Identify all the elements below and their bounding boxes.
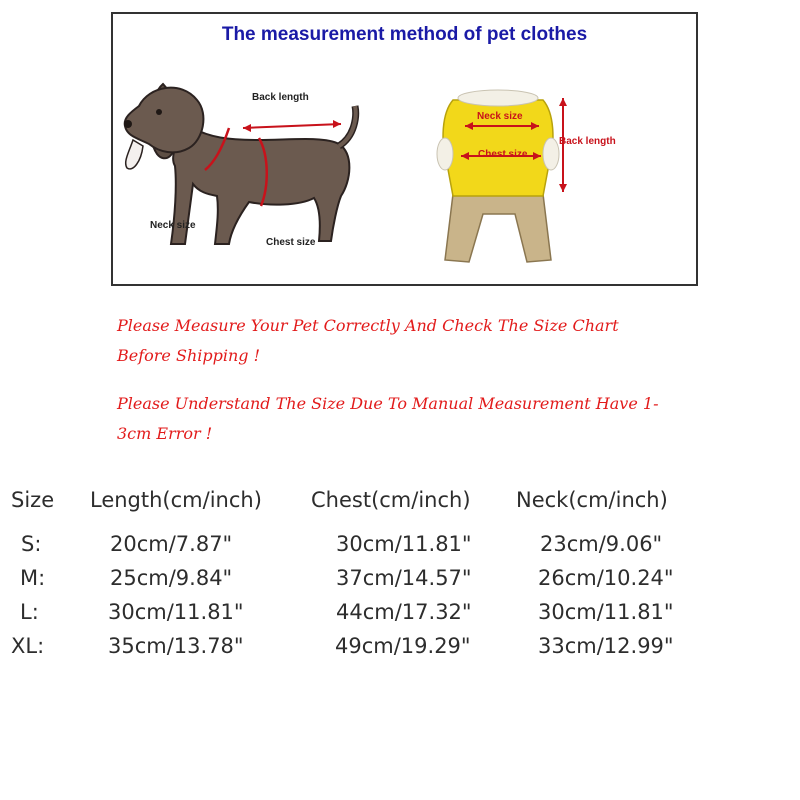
garment-neck-size-label: Neck size [477, 111, 523, 122]
dog-neck-size-label: Neck size [150, 220, 196, 231]
garment-chest-size-label: Chest size [478, 149, 528, 160]
table-cell-neck: 23cm/9.06" [540, 532, 663, 556]
table-header-length: Length(cm/inch) [90, 488, 262, 512]
garment-back-length-label: Back length [559, 136, 616, 147]
dog-illustration [119, 66, 379, 276]
table-cell-size: S: [21, 532, 42, 556]
table-cell-size: XL: [11, 634, 45, 658]
table-cell-size: M: [20, 566, 46, 590]
error-note: Please Understand The Size Due To Manual Measurement Have 1-3cm Error ! [117, 394, 659, 443]
table-cell-neck: 30cm/11.81" [538, 600, 674, 624]
table-cell-length: 35cm/13.78" [108, 634, 244, 658]
dog-chest-size-label: Chest size [266, 237, 316, 248]
table-cell-length: 30cm/11.81" [108, 600, 244, 624]
dog-back-length-label: Back length [252, 92, 309, 103]
table-cell-chest: 37cm/14.57" [336, 566, 472, 590]
table-cell-length: 20cm/7.87" [110, 532, 233, 556]
table-cell-neck: 26cm/10.24" [538, 566, 674, 590]
measurement-diagram [111, 12, 698, 286]
table-header-neck: Neck(cm/inch) [516, 488, 668, 512]
table-cell-chest: 30cm/11.81" [336, 532, 472, 556]
back-length-line [243, 124, 341, 128]
table-header-chest: Chest(cm/inch) [311, 488, 471, 512]
table-cell-length: 25cm/9.84" [110, 566, 233, 590]
table-cell-chest: 44cm/17.32" [336, 600, 472, 624]
measure-note: Please Measure Your Pet Correctly And Check The Size Chart Before Shipping ! [117, 316, 619, 365]
diagram-title: The measurement method of pet clothes [221, 24, 588, 45]
table-cell-neck: 33cm/12.99" [538, 634, 674, 658]
table-cell-size: L: [20, 600, 39, 624]
table-cell-chest: 49cm/19.29" [335, 634, 471, 658]
table-header-size: Size [11, 488, 55, 512]
